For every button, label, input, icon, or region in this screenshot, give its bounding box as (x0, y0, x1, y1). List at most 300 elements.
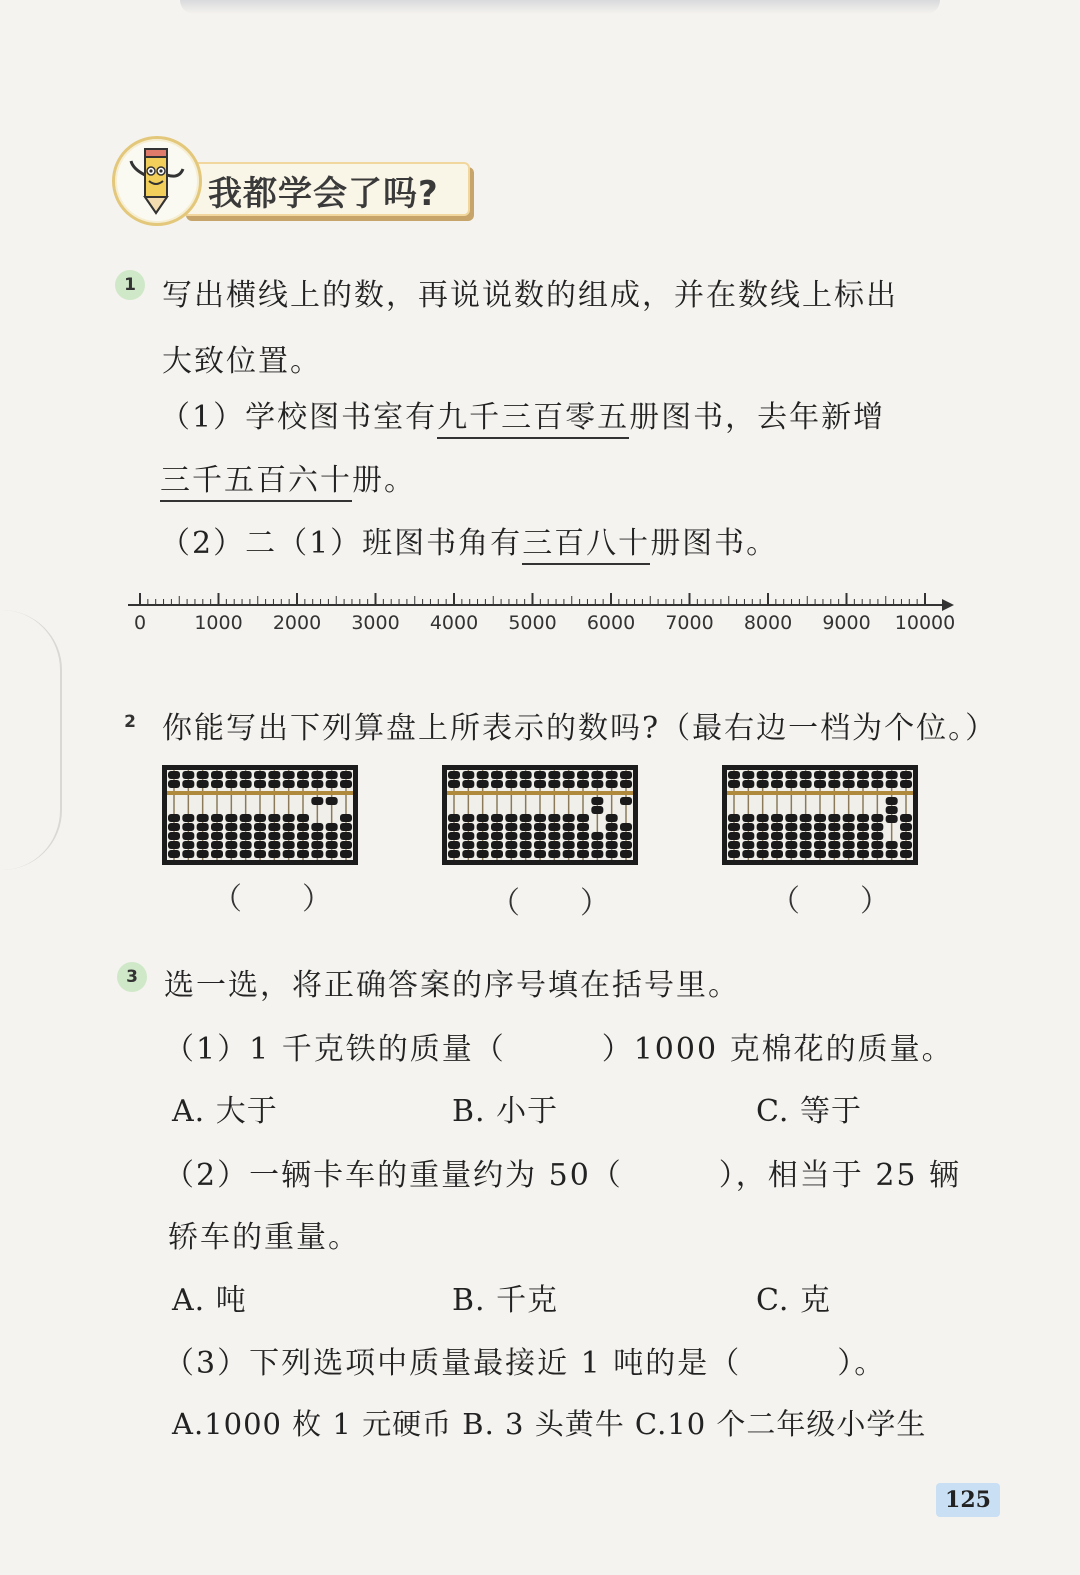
abacus-bead (448, 780, 460, 788)
abacus-bead (211, 832, 223, 840)
abacus-bead (534, 780, 546, 788)
abacus-bead (900, 850, 912, 858)
abacus-bead (182, 841, 194, 849)
abacus-bead (577, 832, 589, 840)
abacus-bead (268, 832, 280, 840)
abacus-bead (577, 780, 589, 788)
section-title: 我都学会了吗? (208, 174, 439, 214)
abacus-bead (520, 850, 532, 858)
pencil-mascot-icon (112, 136, 202, 226)
abacus-bead (577, 814, 589, 822)
abacus-bead (505, 771, 517, 779)
abacus-bead (225, 780, 237, 788)
abacus-bead (563, 832, 575, 840)
abacus-bead (728, 841, 740, 849)
abacus-bead (785, 850, 797, 858)
number-line-tick-label: 2000 (272, 612, 322, 634)
abacus-bead (620, 823, 632, 831)
abacus-bead (491, 850, 503, 858)
abacus-bead (297, 814, 309, 822)
abacus-3 (722, 765, 918, 865)
abacus-bead (491, 823, 503, 831)
abacus-bead (283, 814, 295, 822)
q1-part1-end: 册。 (352, 463, 416, 498)
abacus-bead (168, 850, 180, 858)
abacus-bead (448, 814, 460, 822)
abacus-bead (340, 841, 352, 849)
q1-part2-line (160, 518, 778, 562)
number-line (120, 585, 970, 615)
abacus-bead (843, 780, 855, 788)
abacus-bead (871, 850, 883, 858)
abacus-bead (182, 832, 194, 840)
abacus-bead (800, 832, 812, 840)
abacus-bead (620, 832, 632, 840)
abacus-bead (520, 841, 532, 849)
abacus-bead (620, 780, 632, 788)
abacus-bead (785, 814, 797, 822)
abacus-bead (800, 814, 812, 822)
abacus-bead (462, 832, 474, 840)
abacus-bead (340, 814, 352, 822)
abacus-bead (563, 771, 575, 779)
abacus-bead (800, 823, 812, 831)
abacus-bead (268, 771, 280, 779)
abacus-bead (211, 850, 223, 858)
abacus-bead (268, 814, 280, 822)
abacus-bead (843, 841, 855, 849)
abacus-bead (548, 832, 560, 840)
abacus-bead (254, 841, 266, 849)
abacus-bead (900, 780, 912, 788)
abacus-bead (462, 823, 474, 831)
abacus-bead (340, 850, 352, 858)
question-number-3: 3 (117, 962, 147, 992)
abacus-bead (843, 823, 855, 831)
abacus-bead (505, 823, 517, 831)
abacus-bead (871, 771, 883, 779)
abacus-bead (606, 850, 618, 858)
abacus-bead (168, 841, 180, 849)
q1-part1-mid: 册图书，去年新增 (629, 400, 886, 435)
abacus-bead (548, 823, 560, 831)
abacus-bead (742, 814, 754, 822)
abacus-bead (771, 771, 783, 779)
abacus-bead (828, 771, 840, 779)
abacus-bead (182, 771, 194, 779)
number-line-tick-label: 10000 (894, 612, 956, 634)
abacus-bead (828, 823, 840, 831)
abacus-bead (563, 814, 575, 822)
abacus-bead (268, 780, 280, 788)
abacus-bead (606, 814, 618, 822)
abacus-bead (340, 823, 352, 831)
abacus-bead (606, 841, 618, 849)
abacus-bead (283, 850, 295, 858)
q1-part2-end: 册图书。 (650, 526, 779, 561)
abacus-bead (211, 814, 223, 822)
abacus-bead (591, 832, 603, 840)
abacus-bead (182, 814, 194, 822)
abacus-bead (448, 850, 460, 858)
abacus-bead (800, 850, 812, 858)
abacus-bead (757, 850, 769, 858)
abacus-bead (240, 814, 252, 822)
abacus-bead (311, 771, 323, 779)
question-number-1: 1 (115, 270, 145, 300)
q3-sub2-line1: （2）一辆卡车的重量约为 50（ ），相当于 25 辆 (164, 1158, 962, 1193)
abacus-bead (814, 771, 826, 779)
abacus-bead (240, 771, 252, 779)
abacus-bead (197, 832, 209, 840)
abacus-bead (168, 814, 180, 822)
abacus-bead (534, 823, 546, 831)
abacus-bead (591, 780, 603, 788)
abacus-bead (254, 780, 266, 788)
abacus-bead (211, 780, 223, 788)
abacus-bead (742, 832, 754, 840)
abacus-bead (448, 832, 460, 840)
abacus-bead (900, 841, 912, 849)
abacus-bead (814, 814, 826, 822)
abacus-bead (900, 814, 912, 822)
abacus-bead (283, 780, 295, 788)
abacus-bead (606, 771, 618, 779)
abacus-bead (448, 841, 460, 849)
abacus-bead (311, 841, 323, 849)
abacus-bead (800, 780, 812, 788)
abacus-bead (591, 797, 603, 805)
abacus-bead (800, 841, 812, 849)
abacus-2 (442, 765, 638, 865)
q3-sub2-option-a: A. 吨 (172, 1283, 247, 1318)
abacus-bead (197, 814, 209, 822)
abacus-bead (283, 771, 295, 779)
abacus-bead (491, 832, 503, 840)
answer-blank-3[interactable]: （ ） (770, 884, 890, 919)
abacus-bead (311, 832, 323, 840)
abacus-bead (168, 771, 180, 779)
number-line-tick-label: 0 (133, 612, 147, 634)
abacus-bead (182, 780, 194, 788)
abacus-bead (828, 832, 840, 840)
abacus-bead (757, 823, 769, 831)
abacus-bead (462, 780, 474, 788)
abacus-bead (477, 850, 489, 858)
abacus-bead (448, 823, 460, 831)
abacus-bead (620, 771, 632, 779)
abacus-bead (814, 850, 826, 858)
abacus-bead (520, 832, 532, 840)
abacus-bead (548, 780, 560, 788)
abacus-bead (843, 814, 855, 822)
abacus-bead (728, 850, 740, 858)
abacus-bead (886, 815, 898, 823)
abacus-bead (548, 850, 560, 858)
abacus-bead (886, 780, 898, 788)
abacus-bead (857, 814, 869, 822)
abacus-bead (505, 814, 517, 822)
abacus-bead (843, 850, 855, 858)
abacus-bead (606, 832, 618, 840)
abacus-bead (297, 850, 309, 858)
abacus-bead (520, 771, 532, 779)
abacus-bead (828, 780, 840, 788)
abacus-bead (814, 832, 826, 840)
abacus-bead (297, 841, 309, 849)
abacus-bead (462, 841, 474, 849)
abacus-bead (340, 780, 352, 788)
abacus-bead (211, 841, 223, 849)
abacus-bead (491, 814, 503, 822)
abacus-bead (225, 841, 237, 849)
abacus-bead (225, 823, 237, 831)
number-line-tick-label: 1000 (194, 612, 243, 634)
abacus-bead (857, 780, 869, 788)
q1-part2-underlined: 三百八十 (522, 526, 650, 565)
abacus-bead (800, 771, 812, 779)
q3-text: 选一选，将正确答案的序号填在括号里。 (164, 968, 740, 1003)
abacus-bead (297, 780, 309, 788)
abacus-bead (254, 814, 266, 822)
abacus-bead (182, 823, 194, 831)
answer-blank-1[interactable]: （ ） (212, 882, 332, 917)
abacus-bead (606, 780, 618, 788)
abacus-bead (340, 771, 352, 779)
number-line-tick-label: 8000 (743, 612, 793, 634)
q3-sub2-line2: 轿车的重量。 (168, 1220, 360, 1255)
abacus-bead (886, 841, 898, 849)
abacus-bead (742, 771, 754, 779)
abacus-bead (283, 841, 295, 849)
q3-sub3: （3）下列选项中质量最接近 1 吨的是（ ）。 (164, 1346, 887, 1381)
q1-part1-underlined-2: 三千五百六十 (160, 463, 352, 502)
abacus-bead (254, 832, 266, 840)
abacus-bead (728, 823, 740, 831)
abacus-bead (462, 850, 474, 858)
abacus-bead (548, 771, 560, 779)
number-line-tick-label: 9000 (822, 612, 871, 634)
question-number-2: 2 (124, 712, 136, 732)
abacus-bead (254, 823, 266, 831)
abacus-bead (197, 780, 209, 788)
abacus-bead (534, 841, 546, 849)
abacus-bead (491, 771, 503, 779)
abacus-bead (757, 832, 769, 840)
q3-sub1-option-c: C. 等于 (756, 1094, 862, 1129)
abacus-bead (225, 771, 237, 779)
abacus-beam (447, 791, 633, 795)
abacus-bead (211, 823, 223, 831)
abacus-bead (785, 780, 797, 788)
abacus-bead (283, 832, 295, 840)
abacus-bead (771, 780, 783, 788)
abacus-bead (240, 832, 252, 840)
abacus-bead (505, 850, 517, 858)
abacus-bead (311, 780, 323, 788)
abacus-bead (591, 771, 603, 779)
abacus-bead (462, 814, 474, 822)
answer-blank-2[interactable]: （ ） (490, 886, 610, 921)
abacus-bead (771, 832, 783, 840)
abacus-bead (728, 814, 740, 822)
abacus-bead (828, 850, 840, 858)
abacus-bead (297, 832, 309, 840)
abacus-bead (577, 823, 589, 831)
abacus-bead (225, 814, 237, 822)
abacus-bead (311, 823, 323, 831)
abacus-bead (563, 841, 575, 849)
abacus-bead (477, 780, 489, 788)
abacus-bead (742, 841, 754, 849)
abacus-bead (814, 780, 826, 788)
page-top-shadow (180, 0, 940, 14)
abacus-bead (857, 832, 869, 840)
abacus-bead (548, 814, 560, 822)
abacus-bead (900, 771, 912, 779)
abacus-bead (240, 850, 252, 858)
q2-text: 你能写出下列算盘上所表示的数吗?（最右边一档为个位。） (162, 711, 998, 746)
abacus-bead (563, 823, 575, 831)
abacus-bead (491, 780, 503, 788)
abacus-bead (563, 780, 575, 788)
abacus-bead (326, 832, 338, 840)
abacus-bead (757, 841, 769, 849)
abacus-bead (297, 823, 309, 831)
abacus-bead (757, 814, 769, 822)
abacus-bead (477, 771, 489, 779)
abacus-bead (606, 823, 618, 831)
abacus-bead (857, 850, 869, 858)
abacus-bead (505, 841, 517, 849)
abacus-bead (254, 850, 266, 858)
number-line-tick-label: 3000 (351, 612, 400, 634)
abacus-bead (620, 850, 632, 858)
abacus-bead (326, 850, 338, 858)
number-line-arrow (942, 599, 954, 611)
abacus-bead (577, 850, 589, 858)
q3-sub1-option-a: A. 大于 (172, 1094, 278, 1129)
abacus-bead (520, 780, 532, 788)
abacus-bead (477, 841, 489, 849)
number-line-tick-label: 5000 (508, 612, 557, 634)
abacus-bead (534, 850, 546, 858)
q3-sub3-options: A.1000 枚 1 元硬币 B. 3 头黄牛 C.10 个二年级小学生 (172, 1407, 927, 1441)
abacus-bead (534, 771, 546, 779)
q1-text-line1: 写出横线上的数，再说说数的组成，并在数线上标出 (162, 278, 898, 313)
abacus-bead (462, 771, 474, 779)
abacus-bead (197, 823, 209, 831)
abacus-bead (857, 771, 869, 779)
abacus-bead (742, 850, 754, 858)
abacus-bead (182, 850, 194, 858)
abacus-bead (900, 832, 912, 840)
abacus-bead (871, 832, 883, 840)
abacus-bead (814, 823, 826, 831)
q1-text-line2: 大致位置。 (162, 344, 322, 379)
abacus-bead (268, 823, 280, 831)
abacus-bead (591, 841, 603, 849)
abacus-bead (871, 841, 883, 849)
abacus-bead (577, 841, 589, 849)
abacus-bead (620, 841, 632, 849)
abacus-bead (828, 841, 840, 849)
abacus-bead (886, 797, 898, 805)
abacus-bead (225, 832, 237, 840)
abacus-bead (871, 823, 883, 831)
abacus-bead (771, 814, 783, 822)
q3-sub2-option-c: C. 克 (756, 1283, 831, 1318)
abacus-bead (477, 814, 489, 822)
abacus-bead (742, 823, 754, 831)
abacus-bead (168, 823, 180, 831)
abacus-bead (268, 850, 280, 858)
abacus-bead (886, 806, 898, 814)
abacus-bead (505, 780, 517, 788)
abacus-bead (326, 823, 338, 831)
abacus-bead (886, 771, 898, 779)
abacus-bead (857, 841, 869, 849)
abacus-bead (857, 823, 869, 831)
q1-part1-line2 (160, 455, 416, 499)
abacus-bead (240, 841, 252, 849)
abacus-bead (326, 780, 338, 788)
abacus-bead (620, 797, 632, 805)
abacus-bead (326, 797, 338, 805)
abacus-bead (311, 850, 323, 858)
abacus-bead (268, 841, 280, 849)
abacus-bead (728, 832, 740, 840)
abacus-bead (283, 823, 295, 831)
abacus-bead (728, 780, 740, 788)
abacus-bead (843, 771, 855, 779)
abacus-bead (225, 850, 237, 858)
abacus-bead (240, 823, 252, 831)
abacus-beam (727, 791, 913, 795)
abacus-bead (197, 771, 209, 779)
abacus-bead (197, 841, 209, 849)
number-line-tick-label: 4000 (429, 612, 479, 634)
abacus-bead (254, 771, 266, 779)
abacus-bead (326, 841, 338, 849)
q3-sub1-option-b: B. 小于 (452, 1094, 559, 1129)
abacus-bead (197, 850, 209, 858)
abacus-bead (577, 771, 589, 779)
section-badge (112, 136, 472, 224)
abacus-bead (771, 823, 783, 831)
q1-part2-prefix: （2）二（1）班图书角有 (160, 526, 523, 561)
page-curl (0, 610, 62, 870)
abacus-bead (742, 780, 754, 788)
abacus-bead (591, 850, 603, 858)
abacus-bead (491, 841, 503, 849)
q1-part1-prefix: （1）学校图书室有 (160, 400, 438, 435)
abacus-bead (728, 771, 740, 779)
abacus-bead (520, 814, 532, 822)
abacus-1 (162, 765, 358, 865)
abacus-bead (871, 814, 883, 822)
abacus-bead (828, 814, 840, 822)
abacus-bead (548, 841, 560, 849)
abacus-bead (771, 850, 783, 858)
abacus-bead (297, 771, 309, 779)
number-line-tick-label: 6000 (586, 612, 636, 634)
q1-part1-underlined-1: 九千三百零五 (437, 400, 629, 439)
abacus-bead (900, 823, 912, 831)
abacus-bead (785, 841, 797, 849)
abacus-bead (477, 823, 489, 831)
abacus-bead (886, 850, 898, 858)
